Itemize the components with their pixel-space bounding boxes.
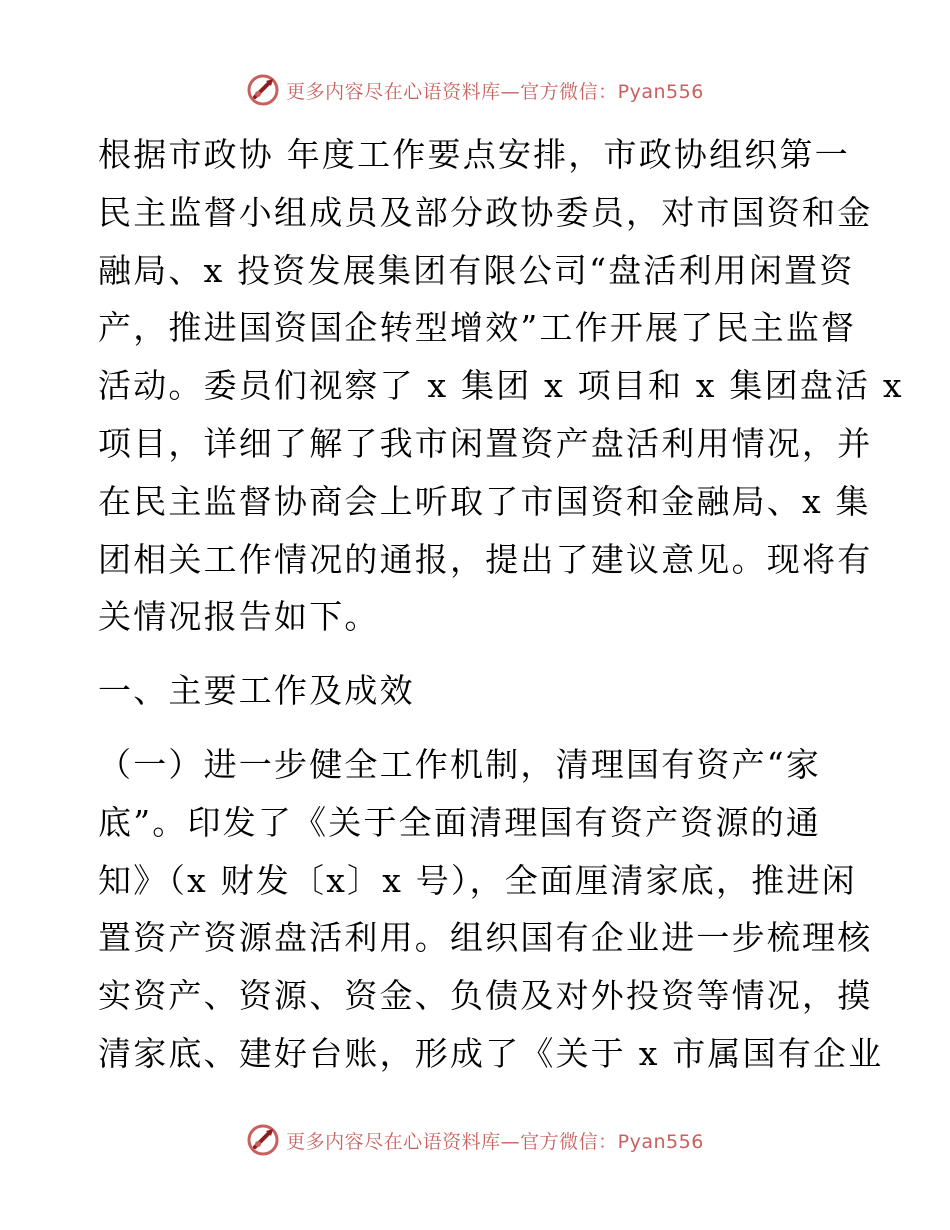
paragraph-line: 底”。印发了《关于全面清理国有资产资源的通 bbox=[98, 802, 822, 842]
paragraph-line: （一）进一步健全工作机制，清理国有资产“家 bbox=[98, 744, 822, 784]
paragraph-line: 关情况报告如下。 bbox=[98, 597, 380, 637]
paragraph-line: 知》（x 财发〔x〕x 号），全面厘清家底，推进闲 bbox=[98, 860, 857, 900]
paragraph-line: 民主监督小组成员及部分政协委员，对市国资和金 bbox=[98, 192, 873, 232]
paragraph-line: 清家底、建好台账，形成了《关于 x 市属国有企业 bbox=[98, 1033, 884, 1073]
paragraph-line: 活动。委员们视察了 x 集团 x 项目和 x 集团盘活 x bbox=[98, 366, 904, 406]
paragraph-line: 融局、x 投资发展集团有限公司“盘活利用闲置资 bbox=[98, 250, 855, 290]
paragraph-line: 在民主监督协商会上听取了市国资和金融局、x 集 bbox=[98, 481, 871, 521]
paragraph-line: 根据市政协 年度工作要点安排，市政协组织第一 bbox=[98, 135, 850, 174]
section-heading: 一、主要工作及成效 bbox=[98, 671, 415, 711]
document-body bbox=[98, 126, 904, 1083]
header-watermark-banner bbox=[0, 70, 950, 110]
paragraph-line: 团相关工作情况的通报，提出了建议意见。现将有 bbox=[98, 539, 873, 579]
paragraph-line: 项目，详细了解了我市闲置资产盘活利用情况，并 bbox=[98, 423, 873, 463]
paragraph-line: 置资产资源盘活利用。组织国有企业进一步梳理核 bbox=[98, 918, 873, 958]
paragraph-line: 实资产、资源、资金、负债及对外投资等情况，摸 bbox=[98, 976, 873, 1016]
brand-logo-icon bbox=[246, 73, 280, 107]
paragraph-line: 产，推进国资国企转型增效”工作开展了民主监督 bbox=[98, 308, 857, 348]
watermark-text: 更多内容尽在心语资料库—官方微信：Pyan556 bbox=[286, 1130, 704, 1153]
watermark-text: 更多内容尽在心语资料库—官方微信：Pyan556 bbox=[286, 80, 704, 103]
brand-logo-icon bbox=[246, 1123, 280, 1157]
footer-watermark-banner bbox=[0, 1120, 950, 1160]
